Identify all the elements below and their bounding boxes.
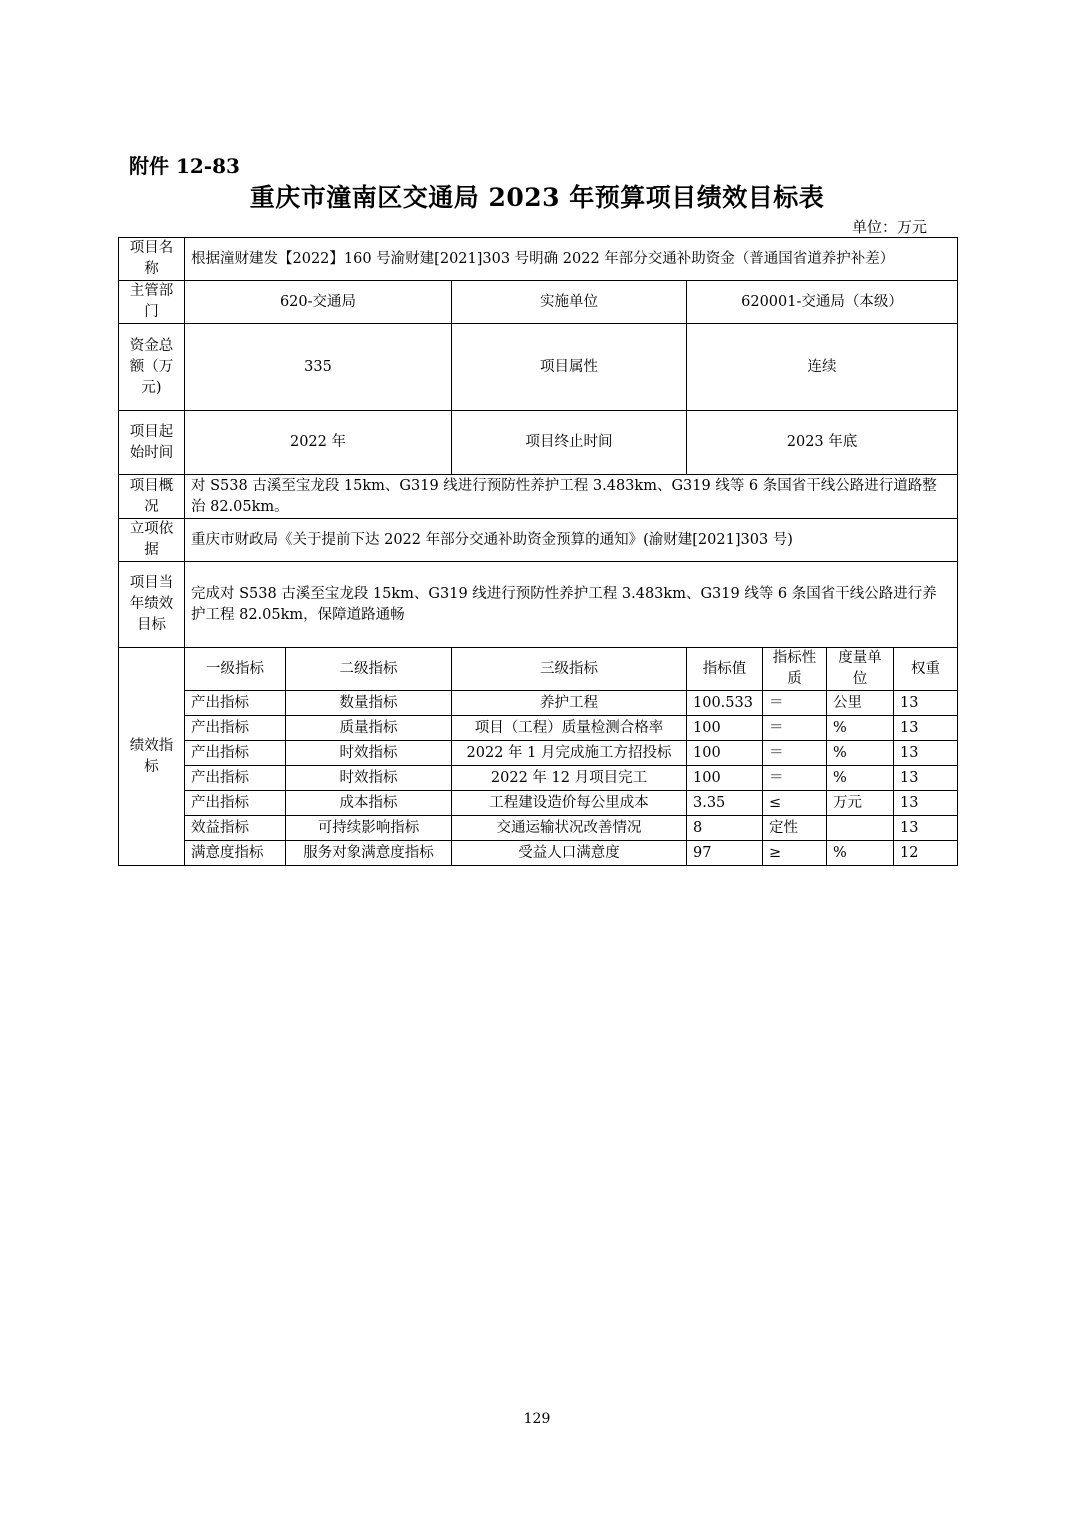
level3-cell: 2022 年 12 月项目完工 — [452, 766, 687, 791]
unit-cell: % — [827, 716, 894, 741]
indicator-header: 指标性质 — [763, 648, 827, 691]
level3-cell: 2022 年 1 月完成施工方招投标 — [452, 741, 687, 766]
funds-label: 资金总额（万元) — [119, 324, 185, 411]
indicator-header: 三级指标 — [452, 648, 687, 691]
project-attr-label: 项目属性 — [452, 324, 687, 411]
level1-cell: 产出指标 — [185, 691, 286, 716]
level2-cell: 成本指标 — [286, 791, 452, 816]
project-name-label: 项目名称 — [119, 238, 185, 281]
indicator-header: 权重 — [894, 648, 958, 691]
goal-label: 项目当年绩效目标 — [119, 562, 185, 648]
value-cell: 100 — [687, 716, 763, 741]
impl-unit-value: 620001-交通局（本级） — [687, 281, 958, 324]
unit-cell: 公里 — [827, 691, 894, 716]
overview-label: 项目概况 — [119, 475, 185, 519]
unit-cell: 万元 — [827, 791, 894, 816]
weight-cell: 13 — [894, 791, 958, 816]
goal-value: 完成对 S538 古溪至宝龙段 15km、G319 线进行预防性养护工程 3.483km、G319 线等 6 条国省干线公路进行养护工程 82.05km，保障道路通畅 — [185, 562, 958, 648]
level1-cell: 效益指标 — [185, 816, 286, 841]
weight-cell: 13 — [894, 691, 958, 716]
table-row — [119, 791, 958, 816]
nature-cell: ＝ — [763, 766, 827, 791]
level1-cell: 产出指标 — [185, 716, 286, 741]
weight-cell: 12 — [894, 841, 958, 866]
level2-cell: 时效指标 — [286, 766, 452, 791]
level2-cell: 质量指标 — [286, 716, 452, 741]
weight-cell: 13 — [894, 741, 958, 766]
impl-unit-label: 实施单位 — [452, 281, 687, 324]
unit-cell — [827, 816, 894, 841]
overview-value: 对 S538 古溪至宝龙段 15km、G319 线进行预防性养护工程 3.483km、G319 线等 6 条国省干线公路进行道路整治 82.05km。 — [185, 475, 958, 519]
end-time-value: 2023 年底 — [687, 411, 958, 475]
department-value: 620-交通局 — [185, 281, 452, 324]
nature-cell: ＝ — [763, 716, 827, 741]
value-cell: 8 — [687, 816, 763, 841]
unit-cell: % — [827, 766, 894, 791]
level1-cell: 产出指标 — [185, 766, 286, 791]
value-cell: 100 — [687, 766, 763, 791]
start-time-label: 项目起始时间 — [119, 411, 185, 475]
table-row — [119, 691, 958, 716]
basis-value: 重庆市财政局《关于提前下达 2022 年部分交通补助资金预算的通知》(渝财建[2021]303 号) — [185, 519, 958, 562]
level3-cell: 受益人口满意度 — [452, 841, 687, 866]
value-cell: 3.35 — [687, 791, 763, 816]
page-number: 129 — [523, 1411, 551, 1427]
indicator-header: 度量单位 — [827, 648, 894, 691]
table-row — [119, 841, 958, 866]
level1-cell: 产出指标 — [185, 741, 286, 766]
indicators-label: 绩效指标 — [119, 648, 185, 866]
table-row — [119, 766, 958, 791]
level3-cell: 养护工程 — [452, 691, 687, 716]
value-cell: 100 — [687, 741, 763, 766]
level3-cell: 工程建设造价每公里成本 — [452, 791, 687, 816]
performance-target-table — [118, 237, 958, 866]
nature-cell: 定性 — [763, 816, 827, 841]
weight-cell: 13 — [894, 716, 958, 741]
attachment-label: 附件 12-83 — [129, 154, 240, 178]
level2-cell: 数量指标 — [286, 691, 452, 716]
unit-cell: % — [827, 741, 894, 766]
nature-cell: ＝ — [763, 741, 827, 766]
nature-cell: ≤ — [763, 791, 827, 816]
indicator-header: 二级指标 — [286, 648, 452, 691]
weight-cell: 13 — [894, 816, 958, 841]
level3-cell: 交通运输状况改善情况 — [452, 816, 687, 841]
indicator-header: 指标值 — [687, 648, 763, 691]
level2-cell: 服务对象满意度指标 — [286, 841, 452, 866]
weight-cell: 13 — [894, 766, 958, 791]
table-row — [119, 716, 958, 741]
nature-cell: ＝ — [763, 691, 827, 716]
start-time-value: 2022 年 — [185, 411, 452, 475]
project-name-value: 根据潼财建发【2022】160 号渝财建[2021]303 号明确 2022 年部分交通补助资金（普通国省道养护补差） — [185, 238, 958, 281]
basis-label: 立项依据 — [119, 519, 185, 562]
level1-cell: 产出指标 — [185, 791, 286, 816]
end-time-label: 项目终止时间 — [452, 411, 687, 475]
indicator-header: 一级指标 — [185, 648, 286, 691]
project-attr-value: 连续 — [687, 324, 958, 411]
department-label: 主管部门 — [119, 281, 185, 324]
unit-note: 单位：万元 — [852, 218, 928, 236]
nature-cell: ≥ — [763, 841, 827, 866]
table-row — [119, 741, 958, 766]
level1-cell: 满意度指标 — [185, 841, 286, 866]
value-cell: 100.533 — [687, 691, 763, 716]
funds-value: 335 — [185, 324, 452, 411]
level2-cell: 可持续影响指标 — [286, 816, 452, 841]
level3-cell: 项目（工程）质量检测合格率 — [452, 716, 687, 741]
table-row — [119, 816, 958, 841]
value-cell: 97 — [687, 841, 763, 866]
unit-cell: % — [827, 841, 894, 866]
level2-cell: 时效指标 — [286, 741, 452, 766]
page-title: 重庆市潼南区交通局 2023 年预算项目绩效目标表 — [249, 183, 825, 212]
